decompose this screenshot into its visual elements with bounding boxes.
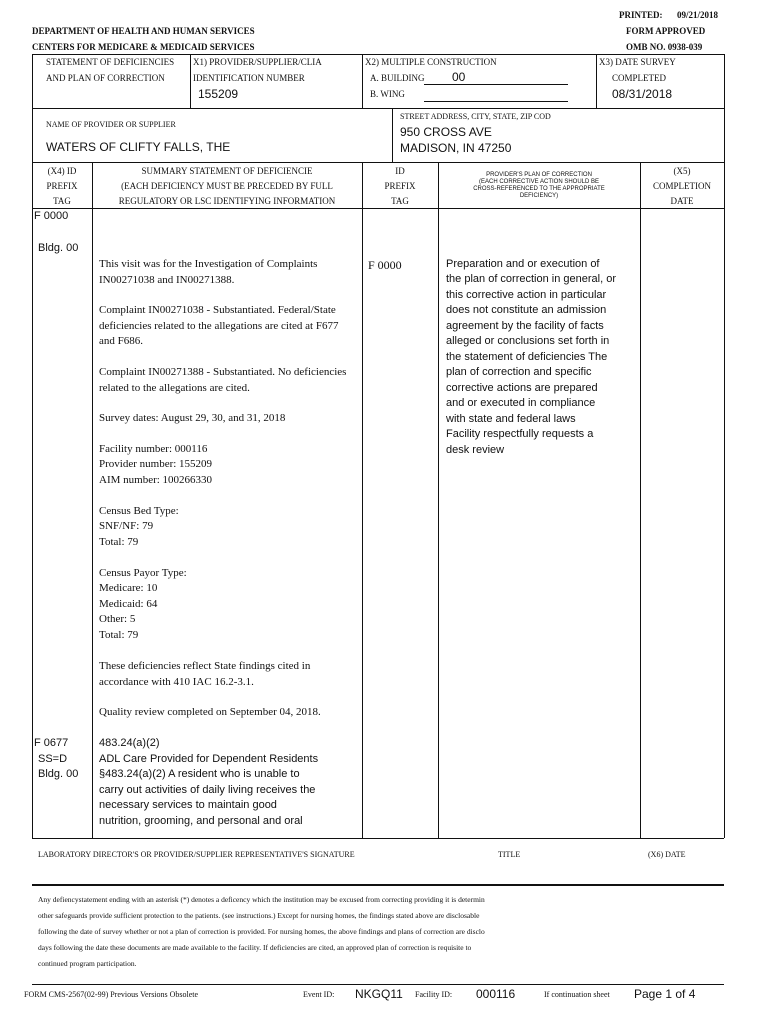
statement-label: STATEMENT OF DEFICIENCIES — [46, 57, 175, 67]
plan-header: CROSS-REFERENCED TO THE APPROPRIATE — [473, 186, 605, 192]
f677-line: 483.24(a)(2) — [99, 737, 160, 749]
summary-line: Quality review completed on September 04, 2018. — [99, 706, 321, 718]
x3-label: X3) DATE SURVEY — [599, 57, 676, 67]
summary-line: Census Bed Type: — [99, 505, 179, 517]
f677-line: carry out activities of daily living receives the — [99, 784, 316, 796]
rule — [392, 108, 393, 162]
rule — [32, 162, 724, 163]
summary-line: Other: 5 — [99, 613, 136, 625]
department-title: DEPARTMENT OF HEALTH AND HUMAN SERVICES — [32, 26, 255, 36]
summary-header: REGULATORY OR LSC IDENTIFYING INFORMATION — [118, 196, 336, 206]
rule — [32, 838, 724, 839]
footer-rule — [32, 984, 724, 985]
f677-line: §483.24(a)(2) A resident who is unable to — [99, 768, 300, 780]
disclaimer-line: continued program participation. — [38, 959, 137, 968]
omb-number: OMB NO. 0938-039 — [626, 42, 703, 52]
plan-line: Preparation and or execution of — [446, 258, 600, 270]
plan-line: does not constitute an admission — [446, 304, 607, 316]
centers-title: CENTERS FOR MEDICARE & MEDICAID SERVICES — [32, 42, 255, 52]
plan-line: alleged or conclusions set forth in — [446, 335, 610, 347]
prefix-tag: F 0000 — [34, 210, 69, 222]
provider-name-value: WATERS OF CLIFTY FALLS, THE — [46, 140, 231, 154]
summary-line: Census Payor Type: — [99, 567, 187, 579]
x5-header: DATE — [670, 196, 694, 206]
printed-label: PRINTED: — [619, 10, 663, 20]
x1-label: X1) PROVIDER/SUPPLIER/CLIA — [193, 57, 322, 67]
rule — [724, 54, 725, 838]
printed-date: 09/21/2018 — [677, 10, 719, 20]
rule — [32, 54, 724, 55]
summary-line: AIM number: 100266330 — [99, 474, 213, 486]
building-tag: Bldg. 00 — [38, 768, 79, 780]
event-id-value: NKGQ11 — [355, 987, 403, 1001]
event-id-label: Event ID: — [303, 990, 335, 999]
rule — [92, 162, 93, 838]
page-number: Page 1 of 4 — [634, 987, 696, 1001]
survey-date-value: 08/31/2018 — [612, 87, 673, 101]
summary-paragraph: Complaint IN00271038 - Substantiated. Federal/State deficiencies related to the allegations are cited at F677 and F686. — [99, 304, 339, 347]
prefix-tag: F 0677 — [34, 737, 69, 749]
summary-line: Medicare: 10 — [99, 582, 158, 594]
title-label: TITLE — [498, 850, 521, 859]
f677-line: ADL Care Provided for Dependent Residents — [99, 753, 319, 765]
wing-underline — [424, 101, 568, 102]
building-underline — [424, 84, 568, 85]
id-header: ID — [395, 166, 405, 176]
disclaimer-line: days following the date these documents are made available to the facility. If deficiencies are cited, an approved plan of correction is requisite to — [38, 943, 472, 952]
summary-paragraph: These deficiencies reflect State findings cited in accordance with 410 IAC 16.2-3.1. — [99, 660, 311, 688]
plan-line: the plan of correction in general, or — [446, 273, 616, 285]
rule — [362, 54, 363, 108]
summary-paragraph: Complaint IN00271388 - Substantiated. No deficiencies related to the allegations are cited. — [99, 366, 347, 394]
rule — [596, 54, 597, 108]
facility-id-label: Facility ID: — [415, 990, 453, 999]
provider-name-label: NAME OF PROVIDER OR SUPPLIER — [46, 120, 176, 129]
x5-header: COMPLETION — [653, 181, 711, 191]
summary-header: SUMMARY STATEMENT OF DEFICIENCIE — [141, 166, 313, 176]
x3-label: COMPLETED — [612, 73, 666, 83]
form-number: FORM CMS-2567(02-99) Previous Versions Obsolete — [24, 990, 199, 999]
summary-line: SNF/NF: 79 — [99, 520, 154, 532]
signature-label: LABORATORY DIRECTOR'S OR PROVIDER/SUPPLIER REPRESENTATIVE'S SIGNATURE — [38, 850, 355, 859]
x4-header: PREFIX — [46, 181, 78, 191]
plan-line: agreement by the facility of facts — [446, 320, 604, 332]
f677-line: necessary services to maintain good — [99, 799, 277, 811]
provider-id-value: 155209 — [198, 87, 239, 101]
x4-header: TAG — [53, 196, 71, 206]
continuation-label: If continuation sheet — [544, 990, 610, 999]
summary-line: Total: 79 — [99, 536, 139, 548]
plan-header: (EACH CORRECTIVE ACTION SHOULD BE — [478, 179, 600, 185]
f677-line: nutrition, grooming, and personal and oral — [99, 815, 303, 827]
rule — [362, 162, 363, 838]
summary-line: Facility number: 000116 — [99, 443, 208, 455]
rule — [438, 162, 439, 838]
summary-line: Total: 79 — [99, 629, 139, 641]
plan-line: plan of correction and specific — [446, 366, 592, 378]
plan-line: and or executed in compliance — [446, 397, 596, 409]
rule — [190, 54, 191, 108]
facility-id-value: 000116 — [476, 987, 516, 1001]
plan-line: Facility respectfully requests a — [446, 428, 594, 440]
plan-header: PROVIDER'S PLAN OF CORRECTION — [486, 172, 592, 178]
plan-line: this corrective action in particular — [446, 289, 607, 301]
building-value: 00 — [452, 70, 466, 84]
id-header: PREFIX — [384, 181, 416, 191]
date-label: (X6) DATE — [648, 850, 686, 859]
disclaimer-line: Any defiencystatement ending with an asterisk (*) denotes a deficency which the institution may be excused from correcting providing it is determin — [38, 895, 485, 904]
summary-header: (EACH DEFICIENCY MUST BE PRECEDED BY FULL — [121, 181, 333, 191]
plan-line: with state and federal laws — [446, 413, 576, 425]
summary-line: Survey dates: August 29, 30, and 31, 2018 — [99, 412, 286, 424]
plan-header: DEFICIENCY) — [519, 193, 559, 199]
address-line1: 950 CROSS AVE — [400, 125, 492, 139]
address-line2: MADISON, IN 47250 — [400, 141, 512, 155]
plan-line: corrective actions are prepared — [446, 382, 598, 394]
rule — [32, 884, 724, 886]
statement-label: AND PLAN OF CORRECTION — [46, 73, 165, 83]
address-label: STREET ADDRESS, CITY, STATE, ZIP COD — [400, 112, 551, 121]
rule — [640, 162, 641, 838]
x5-header: (X5) — [673, 166, 691, 176]
building-label: A. BUILDING — [370, 73, 425, 83]
building-tag: Bldg. 00 — [38, 242, 79, 254]
summary-paragraph: This visit was for the Investigation of Complaints IN00271038 and IN00271388. — [99, 258, 318, 286]
rule — [32, 108, 724, 109]
plan-line: desk review — [446, 444, 505, 456]
disclaimer-line: following the date of survey whether or not a plan of correction is provided. For nursing homes, the above findings and plans of correction are disclo — [38, 927, 485, 936]
id-header: TAG — [391, 196, 409, 206]
x1-label: IDENTIFICATION NUMBER — [193, 73, 305, 83]
plan-line: the statement of deficiencies The — [446, 351, 608, 363]
x4-header: (X4) ID — [47, 166, 77, 176]
id-prefix-tag: F 0000 — [368, 258, 402, 272]
summary-line: Provider number: 155209 — [99, 458, 213, 470]
form-approved: FORM APPROVED — [626, 26, 706, 36]
rule — [32, 208, 724, 209]
disclaimer-line: other safeguards provide sufficient protection to the patients. (see instructions.) Except for nursing homes, the findings stated above are disclosable — [38, 911, 480, 920]
scope-severity: SS=D — [38, 753, 68, 765]
x2-label: X2) MULTIPLE CONSTRUCTION — [365, 57, 497, 67]
summary-line: Medicaid: 64 — [99, 598, 158, 610]
wing-label: B. WING — [370, 89, 405, 99]
